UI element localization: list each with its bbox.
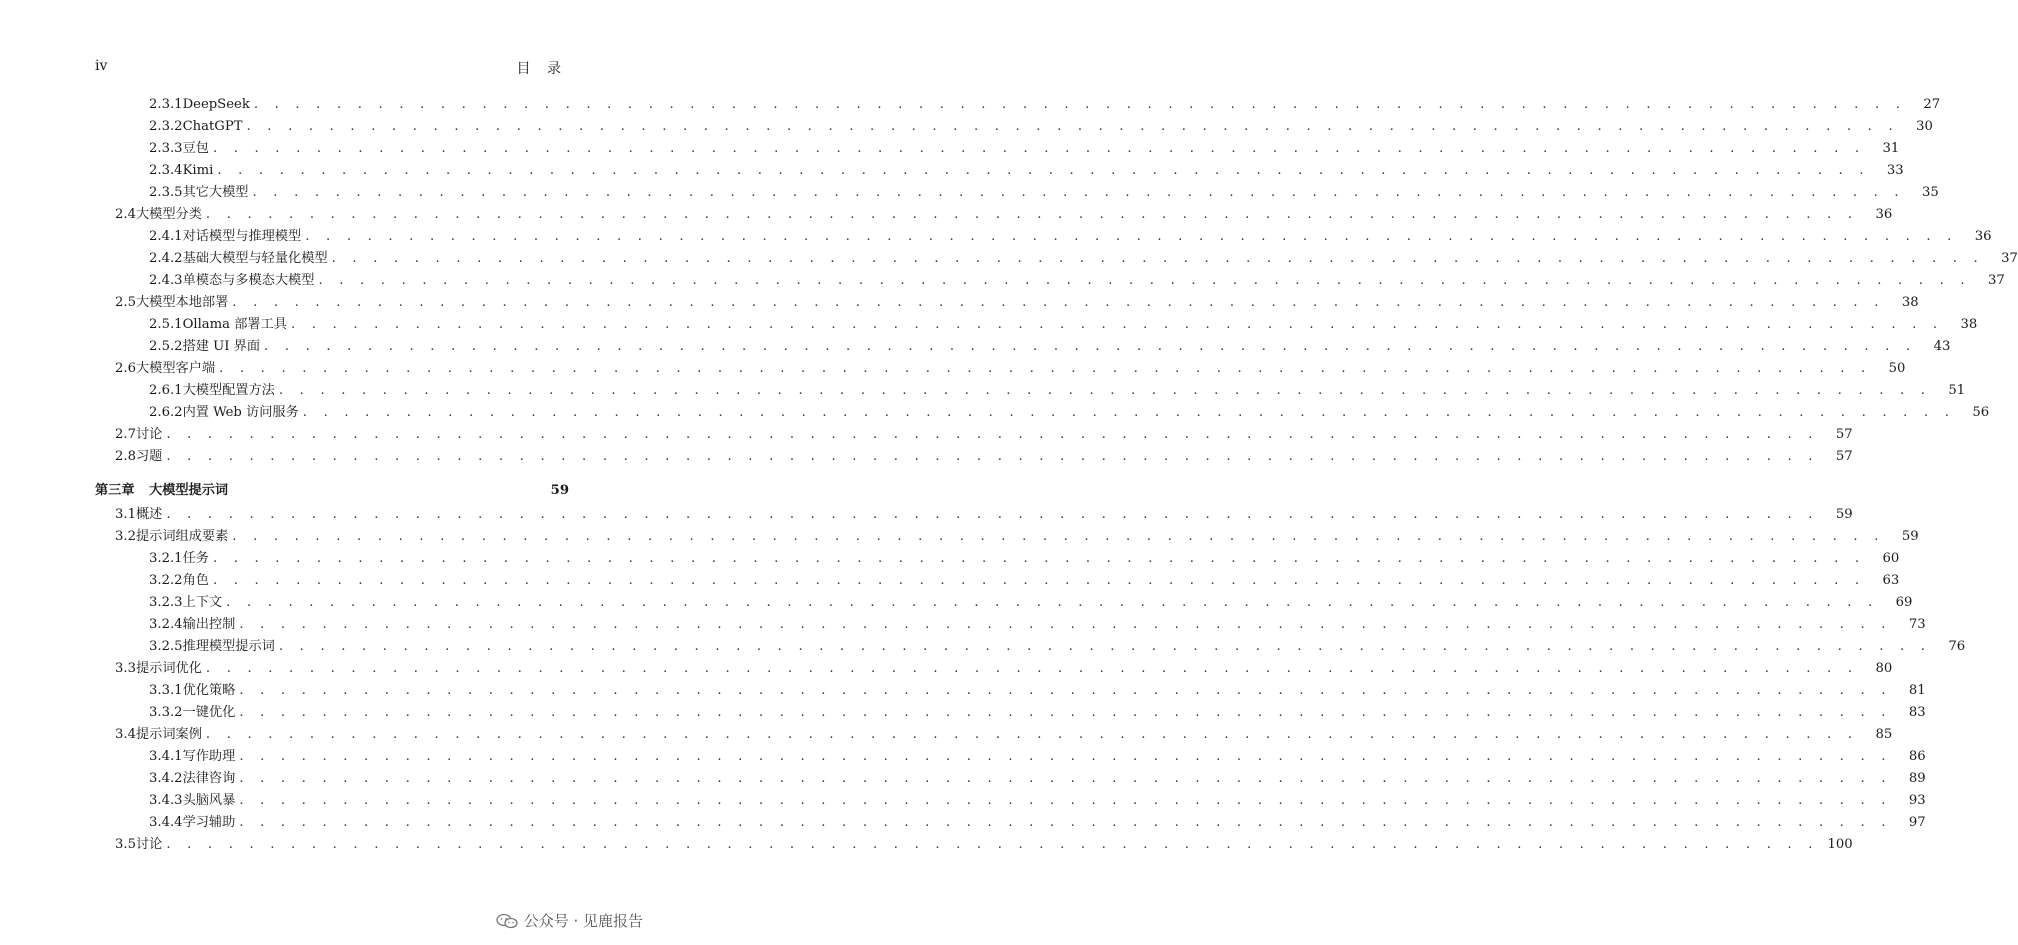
toc-number: 2.3.5 (149, 185, 183, 200)
toc-title: 提示词案例 (135, 727, 202, 742)
toc-dot-leader: . . . . . . . . . . . . . . . . . . . . . . . . . . . . . . . . . . . . . . . . . . . . . . . . . . . . . . . . . . . . . . . . . . . . . . . . . . . . . . . . (232, 295, 1885, 310)
toc-number: 3.4.4 (149, 815, 183, 830)
toc-subsection-row (0, 402, 1990, 424)
toc-subsection-row (0, 812, 1926, 834)
toc-title: 大模型客户端 (135, 361, 216, 376)
toc-title: 写作助理 (182, 749, 236, 764)
toc-subsection-row (0, 116, 1933, 138)
toc-page-number: 50 (1888, 361, 1906, 376)
toc-section-row (0, 658, 1893, 680)
toc-dot-leader: . . . . . . . . . . . . . . . . . . . . . . . . . . . . . . . . . . . . . . . . . . . . . . . . . . . . . . . . . . . . . . . . . . . . . . . . . . . . . . . . (305, 229, 1958, 244)
toc-number: 2.3.2 (149, 119, 183, 134)
toc-subsection-row (0, 592, 1913, 614)
toc-number: 2.5.2 (149, 339, 183, 354)
toc-dot-leader: . . . . . . . . . . . . . . . . . . . . . . . . . . . . . . . . . . . . . . . . . . . . . . . . . . . . . . . . . . . . . . . . . . . . . . . . . . . . . . . . (205, 661, 1859, 676)
toc-page-number: 89 (1908, 771, 1926, 786)
toc-number: 3.2.3 (149, 595, 183, 610)
toc-title: 法律咨询 (182, 771, 236, 786)
toc-dot-leader: . . . . . . . . . . . . . . . . . . . . . . . . . . . . . . . . . . . . . . . . . . . . . . . . . . . . . . . . . . . . . . . . . . . . . . . . . . . . . . . . (166, 427, 1819, 442)
toc-subsection-row (0, 336, 1951, 358)
toc-title: 对话模型与推理模型 (182, 229, 302, 244)
toc-title: 上下文 (182, 595, 223, 610)
toc-number: 3.3 (115, 661, 136, 676)
toc-subsection-row (0, 226, 1992, 248)
toc-section-row (0, 358, 1906, 380)
toc-title: 大模型分类 (135, 207, 202, 222)
toc-section-row (0, 834, 1853, 856)
toc-subsection-row (0, 702, 1926, 724)
toc-section-row (0, 424, 1853, 446)
toc-subsection-row (0, 570, 1900, 592)
toc-number: 第三章 (95, 483, 135, 498)
toc-dot-leader: . . . . . . . . . . . . . . . . . . . . . . . . . . . . . . . . . . . . . . . . . . . . . . . . . . . . . . . . . . . . . . . . . . . . . . . . . . . . . . . . (239, 771, 1892, 786)
toc-dot-leader: . . . . . . . . . . . . . . . . . . . . . . . . . . . . . . . . . . . . . . . . . . . . . . . . . . . . . . . . . . . . . . . . . . . . . . . . . . . . . . . . (232, 529, 1885, 544)
toc-subsection-row (0, 138, 1900, 160)
toc-title: 提示词组成要素 (135, 529, 229, 544)
toc-dot-leader: . . . . . . . . . . . . . . . . . . . . . . . . . . . . . . . . . . . . . . . . . . . . . . . . . . . . . . . . . . . . . . . . . . . . . . . . . . . . . . . . (253, 97, 1907, 112)
toc-subsection-row (0, 160, 1904, 182)
toc-subsection-row (0, 548, 1900, 570)
toc-subsection-row (0, 270, 2005, 292)
toc-page-number: 51 (1948, 383, 1966, 398)
toc-subsection-row (0, 680, 1926, 702)
toc-dot-leader: . . . . . . . . . . . . . . . . . . . . . . . . . . . . . . . . . . . . . . . . . . . . . . . . . . . . . . . . . . . . . . . . . . . . . . . . . . . . . . . . (166, 449, 1819, 464)
toc-title: 大模型配置方法 (182, 383, 275, 398)
toc-number: 2.4 (115, 207, 136, 222)
toc-page-number: 80 (1875, 661, 1893, 676)
toc-dot-leader: . . . . . . . . . . . . . . . . . . . . . . . . . . . . . . . . . . . . . . . . . . . . . . . . . . . . . . . . . . . . . . . . . . . . . . . . . . . . . . . . (252, 185, 1905, 200)
toc-dot-leader: . . . . . . . . . . . . . . . . . . . . . . . . . . . . . . . . . . . . . . . . . . . . . . . . . . . . . . . . . . . . . . . . . . . . . . . . . . . . . . . . (239, 705, 1892, 720)
toc-title: 习题 (135, 449, 163, 464)
toc-dot-leader: . . . . . . . . . . . . . . . . . . . . . . . . . . . . . . . . . . . . . . . . . . . . . . . . . . . . . . . . . . . . . . . . . . . . . . . . . . . . . . . . (239, 815, 1892, 830)
toc-title: 输出控制 (182, 617, 236, 632)
toc-number: 3.2.2 (149, 573, 183, 588)
toc-dot-leader: . . . . . . . . . . . . . . . . . . . . . . . . . . . . . . . . . . . . . . . . . . . . . . . . . . . . . . . . . . . . . . . . . . . . . . . . . . . . . . . . (166, 507, 1819, 522)
toc-number: 3.3.1 (149, 683, 183, 698)
toc-subsection-row (0, 380, 1966, 402)
toc-dot-leader: . . . . . . . . . . . . . . . . . . . . . . . . . . . . . . . . . . . . . . . . . . . . . . . . . . . . . . . . . . . . . . . . . . . . . . . . . . . . . . . . (239, 793, 1892, 808)
toc-number: 3.4.2 (149, 771, 183, 786)
toc-title: 大模型本地部署 (135, 295, 229, 310)
toc-dot-leader: . . . . . . . . . . . . . . . . . . . . . . . . . . . . . . . . . . . . . . . . . . . . . . . . . . . . . . . . . . . . . . . . . . . . . . . . . . . . . . . . (246, 119, 1899, 134)
toc-page-number: 35 (1922, 185, 1939, 200)
toc-title: 头脑风暴 (182, 793, 236, 808)
toc-number: 2.5.1 (149, 317, 183, 332)
toc-title: 大模型提示词 (149, 483, 229, 498)
page-header-title: 目 录 (516, 61, 567, 77)
toc-page-number: 27 (1923, 97, 1941, 112)
toc-subsection-row (0, 94, 1941, 116)
toc-number: 2.5 (115, 295, 136, 310)
toc-dot-leader: . . . . . . . . . . . . . . . . . . . . . . . . . . . . . . . . . . . . . . . . . . . . . . . . . . . . . . . . . . . . . . . . . . . . . . . . . . . . . . . . (278, 383, 1932, 398)
toc-page-number: 37 (2001, 251, 2018, 266)
toc-dot-leader: . . . . . . . . . . . . . . . . . . . . . . . . . . . . . . . . . . . . . . . . . . . . . . . . . . . . . . . . . . . . . . . . . . . . . . . . . . . . . . . . (278, 639, 1932, 654)
toc-page-number: 36 (1974, 229, 1992, 244)
toc-dot-leader: . . . . . . . . . . . . . . . . . . . . . . . . . . . . . . . . . . . . . . . . . . . . . . . . . . . . . . . . . . . . . . . . . . . . . . . . . . . . . . . . (239, 683, 1892, 698)
toc-title: 角色 (182, 573, 209, 588)
toc-page-number: 81 (1908, 683, 1926, 698)
toc-subsection-row (0, 182, 1939, 204)
toc-page-number: 59 (1901, 529, 1919, 544)
toc-dot-leader: . . . . . . . . . . . . . . . . . . . . . . . . . . . . . . . . . . . . . . . . . . . . . . . . . . . . . . . . . . . . . . . . . . . . . . . . . . . . . . . . (166, 837, 1819, 852)
toc-number: 2.6.1 (149, 383, 183, 398)
wechat-icon (496, 913, 518, 929)
watermark (496, 910, 643, 931)
toc-page-number: 60 (1882, 551, 1900, 566)
toc-number: 3.1 (115, 507, 136, 522)
page-header-label: iv (95, 58, 108, 74)
toc-dot-leader: . . . . . . . . . . . . . . . . . . . . . . . . . . . . . . . . . . . . . . . . . . . . . . . . . . . . . . . . . . . . . . . . . . . . . . . . . . . . . . . . (331, 251, 1984, 266)
toc-page-number: 37 (1987, 273, 2005, 288)
toc-page-number: 57 (1835, 427, 1853, 442)
toc-page-number: 85 (1875, 727, 1893, 742)
toc-title: 讨论 (135, 427, 163, 442)
toc-section-row (0, 724, 1893, 746)
toc-number: 3.2 (115, 529, 136, 544)
toc-section-row (0, 204, 1893, 226)
toc-title: Ollama 部署工具 (182, 317, 287, 332)
toc-number: 2.7 (115, 427, 136, 442)
watermark-text: 公众号 · 见鹿报告 (523, 912, 643, 930)
toc-number: 2.4.1 (149, 229, 183, 244)
toc-number: 2.4.3 (149, 273, 183, 288)
toc-number: 2.6.2 (149, 405, 183, 420)
toc-dot-leader: . . . . . . . . . . . . . . . . . . . . . . . . . . . . . . . . . . . . . . . . . . . . . . . . . . . . . . . . . . . . . . . . . . . . . . . . . . . . . . . . (205, 727, 1859, 742)
toc-section-row (0, 446, 1853, 468)
toc-number: 3.2.1 (149, 551, 183, 566)
toc-title: 基础大模型与轻量化模型 (182, 251, 328, 266)
toc-title: 搭建 UI 界面 (182, 339, 261, 354)
toc-subsection-row (0, 746, 1926, 768)
toc-title: 优化策略 (182, 683, 236, 698)
toc-title: 豆包 (182, 141, 209, 156)
toc-number: 3.4.1 (149, 749, 183, 764)
toc-page-number: 76 (1948, 639, 1966, 654)
toc-dot-leader: . . . . . . . . . . . . . . . . . . . . . . . . . . . . . . . . . . . . . . . . . . . . . . . . . . . . . . . . . . . . . . . . . . . . . . . . . . . . . . . . (302, 405, 1956, 420)
toc-number: 3.3.2 (149, 705, 183, 720)
toc-page-number: 38 (1901, 295, 1919, 310)
toc-title: 概述 (135, 507, 163, 522)
toc-page-number: 56 (1972, 405, 1990, 420)
toc-page-number: 100 (1827, 837, 1853, 852)
toc-page-number: 30 (1916, 119, 1933, 134)
toc-dot-leader: . . . . . . . . . . . . . . . . . . . . . . . . . . . . . . . . . . . . . . . . . . . . . . . . . . . . . . . . . . . . . . . . . . . . . . . . . . . . . . . . (264, 339, 1917, 354)
toc-page-number: 33 (1886, 163, 1904, 178)
toc-section-row (0, 292, 1919, 314)
toc-dot-leader: . . . . . . . . . . . . . . . . . . . . . . . . . . . . . . . . . . . . . . . . . . . . . . . . . . . . . . . . . . . . . . . . . . . . . . . . . . . . . . . . (212, 551, 1866, 566)
toc-dot-leader: . . . . . . . . . . . . . . . . . . . . . . . . . . . . . . . . . . . . . . . . . . . . . . . . . . . . . . . . . . . . . . . . . . . . . . . . . . . . . . . . (318, 273, 1971, 288)
toc-page-number: 97 (1908, 815, 1926, 830)
toc-number: 2.3.1 (149, 97, 183, 112)
toc-title: 提示词优化 (135, 661, 202, 676)
toc-subsection-row (0, 614, 1926, 636)
toc-number: 3.4 (115, 727, 136, 742)
toc-title: 学习辅助 (182, 815, 236, 830)
toc-page-number: 59 (1835, 507, 1853, 522)
toc-number: 3.5 (115, 837, 136, 852)
toc-dot-leader: . . . . . . . . . . . . . . . . . . . . . . . . . . . . . . . . . . . . . . . . . . . . . . . . . . . . . . . . . . . . . . . . . . . . . . . . . . . . . . . . (212, 573, 1866, 588)
toc-page-number: 36 (1875, 207, 1893, 222)
toc-title: 一键优化 (182, 705, 236, 720)
toc-page-number: 63 (1882, 573, 1900, 588)
toc-number: 3.2.4 (149, 617, 183, 632)
toc-number: 2.4.2 (149, 251, 183, 266)
toc-dot-leader: . . . . . . . . . . . . . . . . . . . . . . . . . . . . . . . . . . . . . . . . . . . . . . . . . . . . . . . . . . . . . . . . . . . . . . . . . . . . . . . . (219, 361, 1872, 376)
toc-title: DeepSeek (182, 97, 250, 112)
toc-page-number: 57 (1835, 449, 1853, 464)
toc-page-number: 43 (1933, 339, 1951, 354)
toc-subsection-row (0, 314, 1978, 336)
toc-title: 其它大模型 (182, 185, 249, 200)
toc-page-number: 59 (550, 483, 569, 498)
toc-chapter-row (0, 478, 569, 504)
table-of-contents (0, 94, 2018, 856)
toc-number: 2.6 (115, 361, 136, 376)
toc-page-number: 73 (1908, 617, 1926, 632)
toc-page-number: 31 (1882, 141, 1900, 156)
toc-subsection-row (0, 248, 2018, 270)
toc-title: 任务 (182, 551, 209, 566)
toc-page-number: 69 (1895, 595, 1913, 610)
toc-number: 2.3.4 (149, 163, 183, 178)
toc-title: 推理模型提示词 (182, 639, 275, 654)
toc-number: 2.3.3 (149, 141, 183, 156)
toc-page-number: 38 (1960, 317, 1978, 332)
toc-page-number: 86 (1908, 749, 1926, 764)
toc-number: 3.4.3 (149, 793, 183, 808)
toc-page-number: 83 (1908, 705, 1926, 720)
toc-title: 内置 Web 访问服务 (182, 405, 299, 420)
toc-title: 单模态与多模态大模型 (182, 273, 315, 288)
toc-number: 3.2.5 (149, 639, 183, 654)
toc-dot-leader: . . . . . . . . . . . . . . . . . . . . . . . . . . . . . . . . . . . . . . . . . . . . . . . . . . . . . . . . . . . . . . . . . . . . . . . . . . . . . . . . (205, 207, 1859, 222)
toc-dot-leader: . . . . . . . . . . . . . . . . . . . . . . . . . . . . . . . . . . . . . . . . . . . . . . . . . . . . . . . . . . . . . . . . . . . . . . . . . . . . . . . . (239, 749, 1892, 764)
toc-dot-leader: . . . . . . . . . . . . . . . . . . . . . . . . . . . . . . . . . . . . . . . . . . . . . . . . . . . . . . . . . . . . . . . . . . . . . . . . . . . . . . . . (239, 617, 1892, 632)
toc-dot-leader: . . . . . . . . . . . . . . . . . . . . . . . . . . . . . . . . . . . . . . . . . . . . . . . . . . . . . . . . . . . . . . . . . . . . . . . . . . . . . . . . (290, 317, 1944, 332)
toc-subsection-row (0, 790, 1926, 812)
toc-dot-leader: . . . . . . . . . . . . . . . . . . . . . . . . . . . . . . . . . . . . . . . . . . . . . . . . . . . . . . . . . . . . . . . . . . . . . . . . . . . . . . . . (226, 595, 1879, 610)
toc-dot-leader: . . . . . . . . . . . . . . . . . . . . . . . . . . . . . . . . . . . . . . . . . . . . . . . . . . . . . . . . . . . . . . . . . . . . . . . . . . . . . . . . (217, 163, 1870, 178)
toc-dot-leader: . . . . . . . . . . . . . . . . . . . . . . . . . . . . . . . . . . . . . . . . . . . . . . . . . . . . . . . . . . . . . . . . . . . . . . . . . . . . . . . . (212, 141, 1866, 156)
toc-number: 2.8 (115, 449, 136, 464)
toc-title: 讨论 (135, 837, 163, 852)
toc-subsection-row (0, 636, 1966, 658)
toc-subsection-row (0, 768, 1926, 790)
toc-section-row (0, 526, 1919, 548)
toc-title: Kimi (182, 163, 214, 178)
toc-page-number: 93 (1908, 793, 1926, 808)
toc-title: ChatGPT (182, 119, 243, 134)
toc-section-row (0, 504, 1853, 526)
